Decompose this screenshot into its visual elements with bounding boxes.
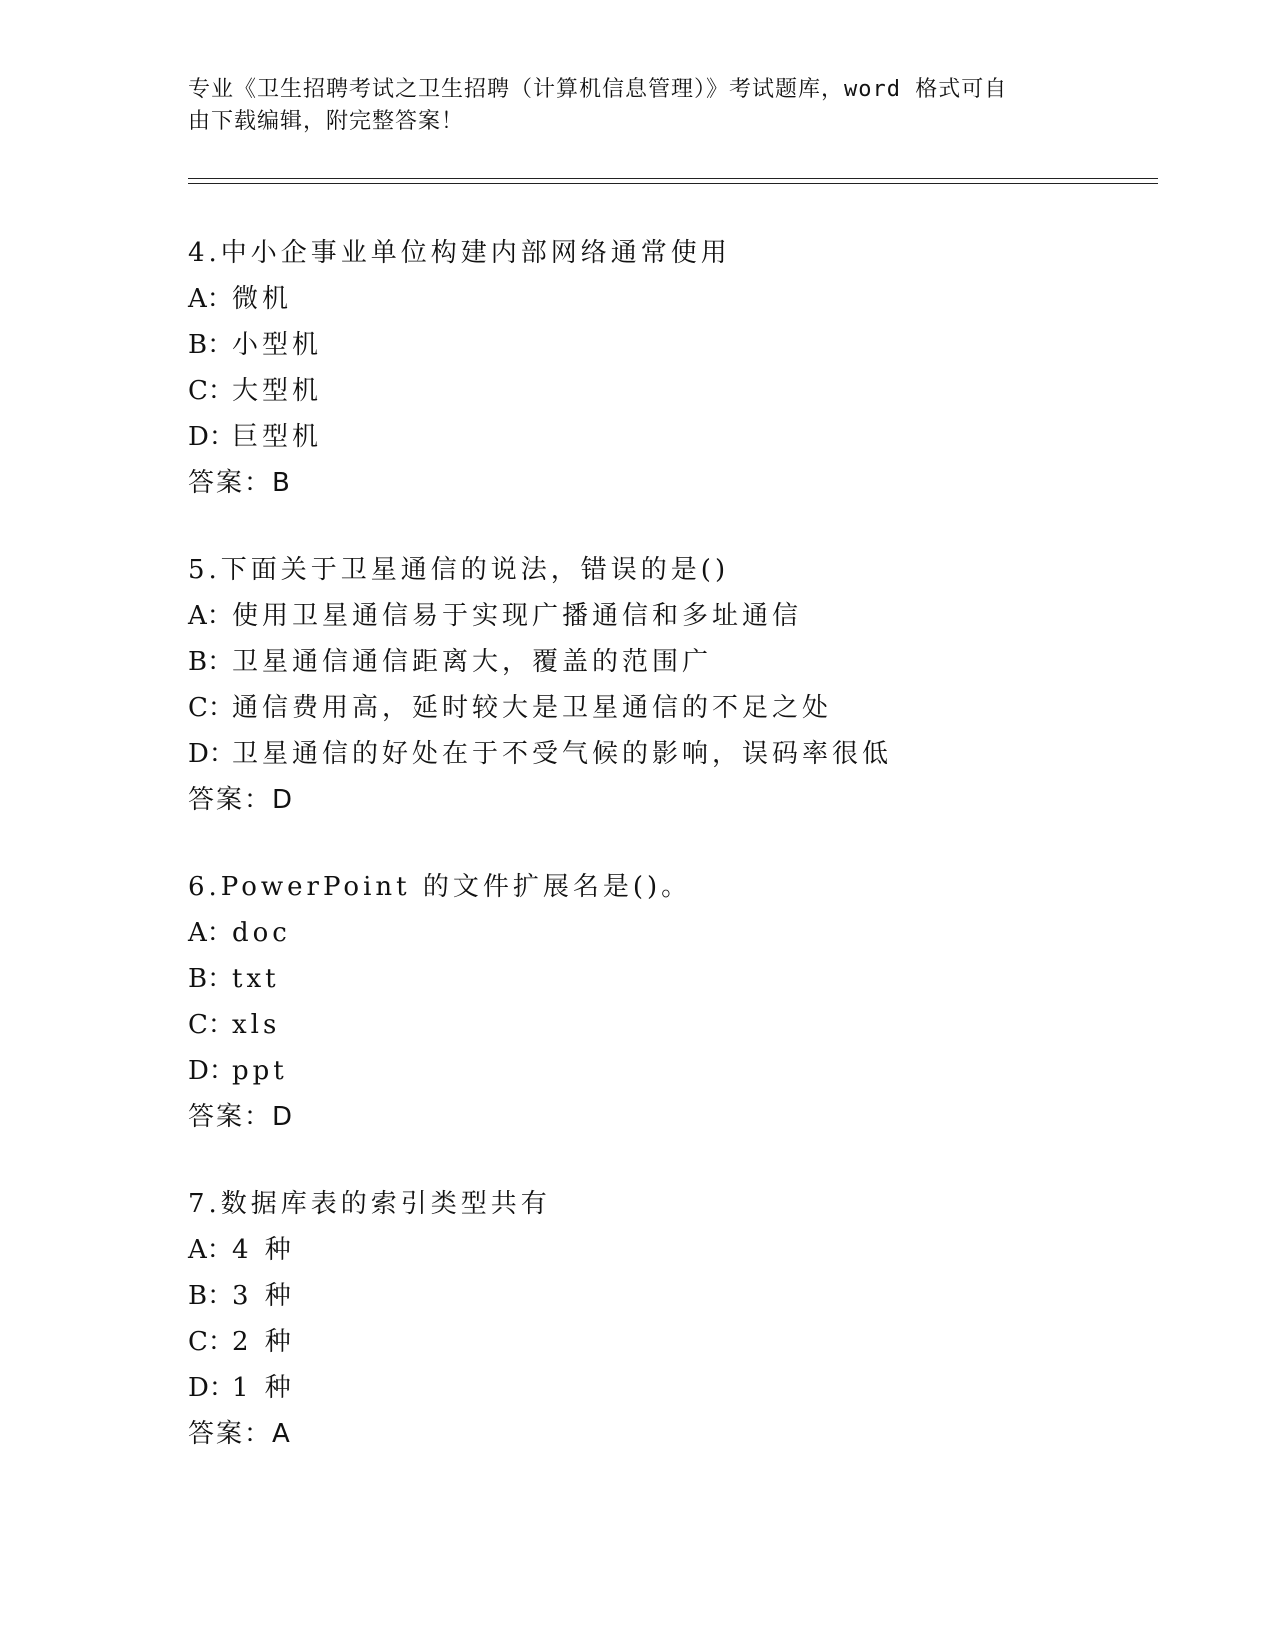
option-key: D：: [188, 1373, 235, 1403]
option-key: A：: [188, 284, 233, 314]
option-a: [188, 910, 1168, 956]
option-b: [188, 322, 1168, 368]
document-header: [188, 74, 1088, 138]
header-line-2: 由下载编辑，附完整答案！: [188, 109, 465, 134]
option-text: doc: [232, 918, 291, 948]
question-5: [188, 547, 1168, 823]
question-stem: 4.中小企事业单位构建内部网络通常使用: [188, 238, 731, 268]
option-d: [188, 1048, 1168, 1094]
option-c: [188, 1002, 1168, 1048]
option-b: [188, 639, 1168, 685]
option-text: 卫星通信的好处在于不受气候的影响，误码率很低: [232, 739, 893, 769]
question-stem: 6.PowerPoint 的文件扩展名是()。: [188, 872, 692, 902]
option-key: B：: [188, 964, 234, 994]
header-divider-top: [188, 178, 1158, 179]
answer-line: 答案：A: [188, 1419, 292, 1449]
option-key: D：: [188, 739, 235, 769]
option-text: 2 种: [232, 1327, 295, 1357]
option-b: [188, 1273, 1168, 1319]
option-text: 巨型机: [232, 422, 323, 452]
option-c: [188, 368, 1168, 414]
question-stem: 7.数据库表的索引类型共有: [188, 1189, 551, 1219]
answer-line: 答案：B: [188, 468, 292, 498]
option-text: 大型机: [232, 376, 323, 406]
question-4: [188, 230, 1168, 506]
option-key: A：: [188, 1235, 233, 1265]
option-key: A：: [188, 601, 233, 631]
answer-line: 答案：D: [188, 1102, 295, 1132]
option-key: C：: [188, 376, 234, 406]
question-6: [188, 864, 1168, 1140]
option-key: C：: [188, 1327, 234, 1357]
option-text: 使用卫星通信易于实现广播通信和多址通信: [232, 601, 803, 631]
header-divider-bottom: [188, 183, 1158, 184]
question-7: [188, 1181, 1168, 1457]
option-key: D：: [188, 1056, 235, 1086]
option-key: B：: [188, 1281, 234, 1311]
option-a: [188, 276, 1168, 322]
option-d: [188, 1365, 1168, 1411]
option-b: [188, 956, 1168, 1002]
option-key: C：: [188, 693, 234, 723]
option-text: 通信费用高，延时较大是卫星通信的不足之处: [232, 693, 833, 723]
option-d: [188, 731, 1168, 777]
option-a: [188, 593, 1168, 639]
option-key: A：: [188, 918, 233, 948]
option-key: B：: [188, 330, 234, 360]
header-line-1: 专业《卫生招聘考试之卫生招聘（计算机信息管理）》考试题库，word 格式可自: [188, 77, 1008, 102]
option-key: C：: [188, 1010, 234, 1040]
option-text: 1 种: [232, 1373, 295, 1403]
option-key: B：: [188, 647, 234, 677]
question-stem: 5.下面关于卫星通信的说法，错误的是(): [188, 555, 730, 585]
option-text: 4 种: [232, 1235, 295, 1265]
option-text: txt: [232, 964, 280, 994]
option-text: 3 种: [232, 1281, 295, 1311]
option-c: [188, 1319, 1168, 1365]
option-text: 卫星通信通信距离大，覆盖的范围广: [232, 647, 713, 677]
option-d: [188, 414, 1168, 460]
answer-line: 答案：D: [188, 785, 295, 815]
option-text: ppt: [232, 1056, 288, 1086]
option-text: xls: [232, 1010, 281, 1040]
option-text: 微机: [232, 284, 293, 314]
option-a: [188, 1227, 1168, 1273]
option-c: [188, 685, 1168, 731]
option-text: 小型机: [232, 330, 323, 360]
option-key: D：: [188, 422, 235, 452]
